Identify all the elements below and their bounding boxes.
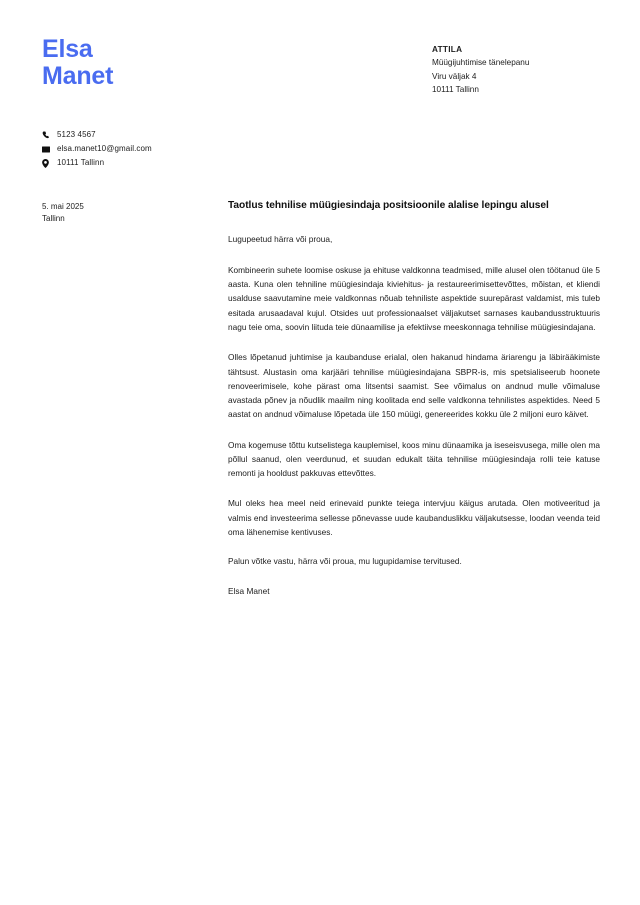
recipient-department: Müügijuhtimise tänelepanu [432,58,530,68]
sender-name [42,36,113,90]
recipient-street: Viru väljak 4 [432,71,477,81]
contact-location-value: 10111 Tallinn [57,158,105,167]
letter-paragraph: Oma kogemuse tõttu kutselistega kauplemisel, koos minu dünaamika ja iseseisvusega, mille olen ma põllul saanud, olen veerdunud, et suudan edukalt täita tehnilise müügiesindaja rolli teie katuse remonti ja hooldust pakkuvas ettevõttes. [228,439,600,479]
sender-last-name: Manet [42,61,114,90]
letter-body [228,199,600,597]
recipient-company: ATTILA [432,45,463,54]
sender-first-name: Elsa [42,35,93,63]
letter-closing: Palun võtke vastu, härra või proua, mu lugupidamise tervitused. [228,556,462,567]
letter-signature: Elsa Manet [228,585,270,596]
envelope-icon [42,146,57,153]
letter-paragraph: Kombineerin suhete loomise oskuse ja ehituse valdkonna teadmised, mille alusel olen töötanud üle 5 aasta. Kuna olen tehniline müügiesindaja kiviehitus- ja restaureerimisettevõttes, mõistan, et kliendi usalduse saavutamine meie valdkonnas nõuab tehniliste aspektide suurepärast valdamist, mis tuleb esitada arusaadaval kujul. Otsides uut professionaalset väljakutset sarnases kaubandusstruktuuris nagu teie oma, soovin liituda teie dünaamilise ja efektiivse meeskonnaga tehnilise müügiesindajana. [228,264,600,332]
recipient-address-block [432,43,529,96]
map-pin-icon [42,159,57,168]
contact-email-value: elsa.manet10@gmail.com [57,144,152,153]
contact-details [42,128,152,170]
dateline-city: Tallinn [42,214,65,224]
contact-phone-value: 5123 4567 [57,130,96,139]
contact-phone-row [42,128,152,142]
letter-paragraph: Olles lõpetanud juhtimise ja kaubanduse erialal, olen hakanud hindama äriarengu ja läbirääkimiste tähtsust. Alustasin oma karjääri tehnilise müügiesindajana SBPR-is, mis spetsialiseerub hoonete renoveerimisele, kohe pärast oma litsentsi saamist. See võimalus on andnud mulle võimaluse avastada põnev ja nõudlik maailm ning koolitada end selle valdkonna tehnilistes aspektides. Need 5 aastat on andnud võimaluse lõpetada üle 150 müügi, genereerides kokku üle 2 miljoni euro käivet. [228,352,600,420]
dateline [42,201,84,226]
contact-email-row [42,142,152,156]
letter-header [0,36,640,106]
letter-paragraph: Mul oleks hea meel neid erinevaid punkte teiega intervjuu käigus arutada. Olen motiveeritud ja valmis end investeerima sellesse põnevasse uude kaubanduslikku väljakutsesse, loodan veenda teid oma lähenemise kentivuses. [228,498,600,537]
contact-location-row [42,156,152,170]
letter-subject: Taotlus tehnilise müügiesindaja positsioonile alalise lepingu alusel [228,200,549,211]
letter-salutation: Lugupeetud härra või proua, [228,234,333,245]
phone-icon [42,131,57,139]
dateline-date: 5. mai 2025 [42,202,84,211]
recipient-city: 10111 Tallinn [432,84,479,94]
